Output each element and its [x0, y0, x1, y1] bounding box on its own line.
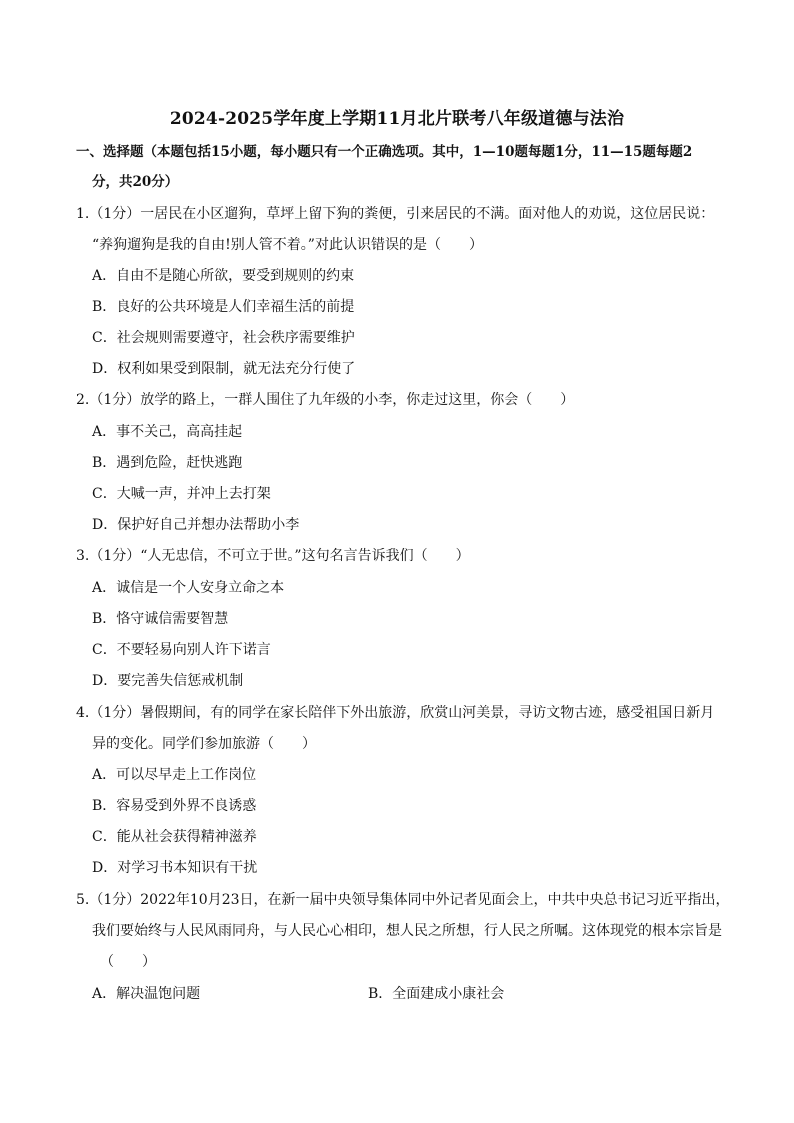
- question-1-option-c: C．社会规则需要遵守，社会秩序需要维护: [92, 330, 355, 346]
- question-5-stem-line-3: （ ）: [100, 954, 156, 970]
- question-1-option-b: B．良好的公共环境是人们幸福生活的前提: [92, 299, 355, 315]
- question-3-option-b: B．恪守诚信需要智慧: [92, 611, 229, 627]
- section-heading-line-1: 一、选择题（本题包括15小题，每小题只有一个正确选项。其中，1—10题每题1分，11—15题每题2: [76, 144, 693, 160]
- question-5-stem-line-2: 我们要始终与人民风雨同舟，与人民心心相印，想人民之所想，行人民之所嘱。这体现党的根本宗旨是: [92, 923, 722, 939]
- question-2-option-b: B．遇到危险，赶快逃跑: [92, 455, 243, 471]
- question-4-stem-line-2: 异的变化。同学们参加旅游（ ）: [92, 736, 316, 752]
- question-3-stem-line-1: 3.（1分）“人无忠信，不可立于世。”这句名言告诉我们（ ）: [76, 548, 470, 564]
- question-2-option-a: A．事不关己，高高挂起: [92, 424, 243, 440]
- question-2-option-d: D．保护好自己并想办法帮助小李: [92, 517, 300, 533]
- question-4-option-a: A．可以尽早走上工作岗位: [92, 767, 257, 783]
- question-1-option-d: D．权利如果受到限制，就无法充分行使了: [92, 361, 356, 377]
- question-4-option-d: D．对学习书本知识有干扰: [92, 860, 258, 876]
- question-5-option-a: A．解决温饱问题: [92, 986, 201, 1002]
- question-3-option-d: D．要完善失信惩戒机制: [92, 673, 244, 689]
- question-3-option-c: C．不要轻易向别人许下诺言: [92, 642, 271, 658]
- question-5-option-b: B．全面建成小康社会: [368, 986, 505, 1002]
- question-2-option-c: C．大喊一声，并冲上去打架: [92, 486, 271, 502]
- question-1-stem-line-1: 1.（1分）一居民在小区遛狗，草坪上留下狗的粪便，引来居民的不满。面对他人的劝说，这位居民说：: [76, 206, 715, 222]
- question-5-stem-line-1: 5.（1分）2022年10月23日，在新一届中央领导集体同中外记者见面会上，中共中央总书记习近平指出，: [76, 892, 730, 908]
- section-heading-line-2: 分，共20分）: [92, 174, 179, 190]
- question-2-stem-line-1: 2.（1分）放学的路上，一群人围住了九年级的小李，你走过这里，你会（ ）: [76, 392, 575, 408]
- question-4-stem-line-1: 4.（1分）暑假期间，有的同学在家长陪伴下外出旅游，欣赏山河美景，寻访文物古迹，感受祖国日新月: [76, 705, 715, 721]
- question-4-option-b: B．容易受到外界不良诱惑: [92, 798, 257, 814]
- question-4-option-c: C．能从社会获得精神滋养: [92, 829, 257, 845]
- question-1-stem-line-2: “养狗遛狗是我的自由!别人管不着。”对此认识错误的是（ ）: [92, 237, 483, 253]
- question-3-option-a: A．诚信是一个人安身立命之本: [92, 580, 285, 596]
- question-1-option-a: A．自由不是随心所欲，要受到规则的约束: [92, 268, 355, 284]
- exam-title: 2024-2025学年度上学期11月北片联考八年级道德与法治: [169, 109, 625, 129]
